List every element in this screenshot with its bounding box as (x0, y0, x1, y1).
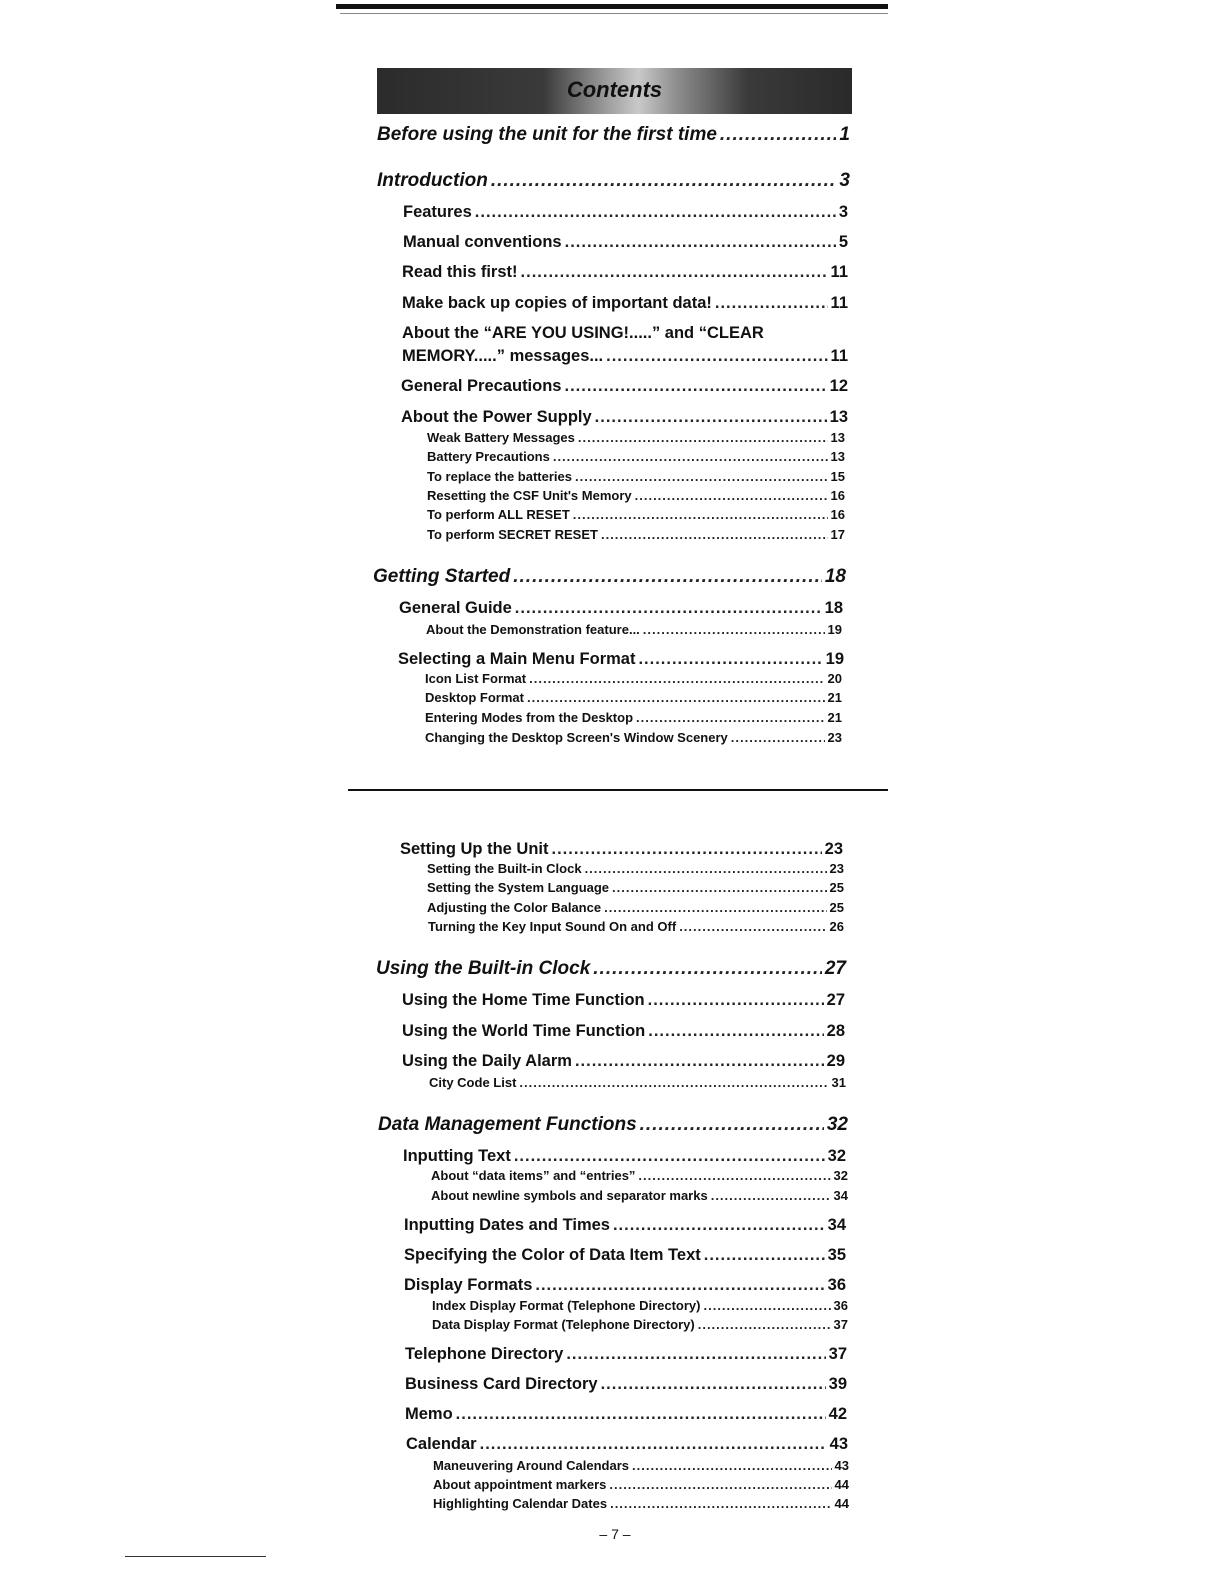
toc-entry-page: 13 (829, 408, 848, 426)
toc-subsection (429, 1075, 846, 1090)
dot-leader (679, 919, 826, 934)
toc-section (400, 840, 843, 859)
dot-leader (529, 671, 824, 686)
toc-section (403, 203, 848, 222)
toc-entry-title: Business Card Directory (405, 1375, 598, 1393)
toc-entry-title: Changing the Desktop Screen's Window Scenery (425, 730, 728, 745)
dot-leader (612, 880, 826, 895)
toc-entry-title: Calendar (406, 1435, 477, 1453)
dot-leader (601, 1375, 826, 1394)
toc-entry-page: 43 (834, 1458, 849, 1473)
toc-entry-page: 13 (830, 430, 845, 445)
toc-section (403, 233, 848, 252)
dot-leader (711, 1188, 831, 1203)
dot-leader (551, 840, 821, 859)
toc-entry-page: 17 (830, 527, 845, 542)
toc-entry-page: 32 (826, 1114, 848, 1135)
toc-entry-page: 43 (829, 1435, 848, 1453)
toc-entry-page: 42 (828, 1405, 847, 1423)
toc-entry-title: Specifying the Color of Data Item Text (404, 1246, 701, 1264)
toc-entry-page: 29 (826, 1052, 845, 1070)
dot-leader (636, 710, 825, 725)
toc-section (406, 1435, 848, 1454)
toc-entry-title: To replace the batteries (427, 469, 572, 484)
toc-subsection (432, 1298, 848, 1313)
toc-entry-page: 21 (827, 710, 842, 725)
toc-entry-title: About the “ARE YOU USING!.....” and “CLEAR (402, 324, 764, 342)
dot-leader (638, 1168, 830, 1183)
toc-entry-page: 23 (829, 861, 844, 876)
toc-entry-title: Memo (405, 1405, 453, 1423)
toc-entry-page: 25 (829, 880, 844, 895)
toc-subsection (427, 449, 845, 464)
toc-entry-title: Resetting the CSF Unit's Memory (427, 488, 632, 503)
toc-subsection (427, 469, 845, 484)
dot-leader (704, 1246, 825, 1265)
toc-entry-page: 21 (827, 690, 842, 705)
dot-leader (480, 1435, 827, 1454)
toc-section (405, 1345, 847, 1364)
toc-section (404, 1216, 846, 1235)
toc-subsection (425, 690, 842, 705)
toc-entry-page: 23 (827, 730, 842, 745)
toc-entry-page: 34 (833, 1188, 848, 1203)
toc-section (402, 294, 848, 313)
dot-leader (456, 1405, 826, 1424)
toc-entry-title: Introduction (377, 170, 488, 191)
toc-entry-title: To perform ALL RESET (427, 507, 570, 522)
toc-entry-page: 44 (834, 1477, 849, 1492)
toc-entry-page: 34 (827, 1216, 846, 1234)
toc-entry-page: 20 (827, 671, 842, 686)
toc-entry-page: 23 (824, 840, 843, 858)
toc-entry-title: Data Display Format (Telephone Directory) (432, 1317, 695, 1332)
dot-leader (638, 650, 822, 669)
dot-leader (575, 469, 828, 484)
dot-leader (731, 730, 825, 745)
toc-entry-page: 25 (829, 900, 844, 915)
toc-entry-page: 16 (830, 488, 845, 503)
section-divider (348, 789, 888, 791)
contents-title: Contents (566, 77, 663, 102)
toc-entry-title: Data Management Functions (378, 1114, 637, 1135)
toc-entry-title: About newline symbols and separator marks (431, 1188, 708, 1203)
dot-leader (491, 170, 837, 192)
toc-entry-title: To perform SECRET RESET (427, 527, 598, 542)
toc-entry-page: 27 (824, 958, 846, 979)
toc-entry-title: About the Power Supply (401, 408, 592, 426)
toc-entry-title: Getting Started (373, 566, 511, 587)
toc-entry-page: 31 (831, 1075, 846, 1090)
toc-subsection (425, 671, 842, 686)
toc-chapter (378, 1114, 848, 1136)
toc-section (403, 1147, 846, 1166)
toc-entry-page: 11 (830, 347, 848, 365)
footer-rule (125, 1556, 266, 1557)
toc-subsection (425, 710, 842, 725)
dot-leader (632, 1458, 832, 1473)
toc-entry-title: Desktop Format (425, 690, 524, 705)
toc-entry-title: Icon List Format (425, 671, 527, 686)
toc-entry-page: 36 (827, 1276, 846, 1294)
toc-entry-title: Using the World Time Function (402, 1022, 646, 1040)
toc-entry-title: Display Formats (404, 1276, 533, 1294)
toc-entry-title: Setting Up the Unit (400, 840, 549, 858)
dot-leader (519, 1075, 828, 1090)
toc-entry-title: Telephone Directory (405, 1345, 564, 1363)
dot-leader (595, 408, 827, 427)
dot-leader (601, 527, 828, 542)
toc-entry-title: Inputting Dates and Times (404, 1216, 610, 1234)
toc-chapter (376, 958, 846, 980)
toc-subsection (433, 1496, 849, 1511)
dot-leader (566, 1345, 825, 1364)
dot-leader (535, 1276, 824, 1295)
page-number: – 7 – (599, 1526, 631, 1542)
dot-leader (515, 599, 822, 618)
toc-entry-page: 19 (827, 622, 842, 637)
dot-leader (521, 263, 828, 282)
toc-entry-page: 1 (839, 124, 850, 145)
toc-subsection (427, 488, 845, 503)
dot-leader (513, 566, 822, 588)
dot-leader (613, 1216, 825, 1235)
toc-subsection (433, 1477, 849, 1492)
toc-subsection (425, 730, 842, 745)
dot-leader (527, 690, 825, 705)
toc-entry-page: 32 (827, 1147, 846, 1165)
dot-leader (573, 507, 828, 522)
toc-entry-page: 18 (824, 599, 843, 617)
toc-entry-title: General Guide (399, 599, 512, 617)
toc-entry-title: Before using the unit for the first time (377, 124, 717, 145)
toc-entry-title: Entering Modes from the Desktop (425, 710, 634, 725)
dot-leader (610, 1496, 831, 1511)
toc-chapter (377, 170, 850, 192)
toc-entry-page: 3 (839, 170, 850, 191)
toc-entry-page: 35 (827, 1246, 846, 1264)
toc-section (399, 599, 843, 618)
dot-leader (715, 294, 828, 313)
toc-entry-title: Inputting Text (403, 1147, 511, 1165)
dot-leader (648, 991, 824, 1010)
toc-section (402, 324, 848, 343)
dot-leader (604, 900, 826, 915)
toc-entry-page: 37 (833, 1317, 848, 1332)
toc-section (401, 377, 848, 396)
toc-entry-page: 12 (829, 377, 848, 395)
toc-entry-title: Make back up copies of important data! (402, 294, 712, 312)
toc-section (405, 1405, 847, 1424)
toc-section (401, 408, 848, 427)
dot-leader (648, 1022, 823, 1041)
toc-entry-title: Setting the Built-in Clock (427, 861, 582, 876)
toc-entry-page: 32 (833, 1168, 848, 1183)
toc-entry-page: 26 (829, 919, 844, 934)
top-rule-thin (340, 13, 888, 14)
toc-entry-page: 39 (828, 1375, 847, 1393)
toc-entry-title: Selecting a Main Menu Format (398, 650, 636, 668)
toc-section (402, 991, 845, 1010)
dot-leader (609, 1477, 831, 1492)
contents-banner (377, 68, 852, 114)
toc-subsection (431, 1168, 848, 1183)
toc-entry-title: Setting the System Language (427, 880, 610, 895)
toc-subsection (427, 527, 845, 542)
toc-section (398, 650, 844, 669)
toc-section (402, 347, 848, 366)
toc-entry-title: About the Demonstration feature... (426, 622, 640, 637)
toc-entry-title: Using the Daily Alarm (402, 1052, 572, 1070)
toc-entry-page: 37 (828, 1345, 847, 1363)
toc-entry-title: Maneuvering Around Calendars (433, 1458, 629, 1473)
toc-section (402, 1022, 845, 1041)
dot-leader (643, 622, 825, 637)
toc-subsection (433, 1458, 849, 1473)
toc-subsection (427, 900, 844, 915)
dot-leader (585, 861, 827, 876)
dot-leader (635, 488, 828, 503)
toc-subsection (427, 507, 845, 522)
dot-leader (475, 203, 836, 222)
toc-entry-page: 44 (834, 1496, 849, 1511)
toc-subsection (427, 880, 844, 895)
toc-entry-title: Index Display Format (Telephone Directory) (432, 1298, 701, 1313)
toc-entry-page: 11 (830, 294, 848, 312)
top-rule (336, 4, 888, 9)
toc-entry-page: 28 (826, 1022, 845, 1040)
toc-subsection (431, 1188, 848, 1203)
dot-leader (703, 1298, 830, 1313)
toc-entry-title: Battery Precautions (427, 449, 550, 464)
toc-section (404, 1246, 846, 1265)
dot-leader (514, 1147, 825, 1166)
toc-entry-page: 16 (830, 507, 845, 522)
toc-entry-page: 3 (838, 203, 848, 221)
toc-subsection (426, 622, 842, 637)
dot-leader (578, 430, 828, 445)
toc-entry-page: 11 (830, 263, 848, 281)
toc-section (402, 263, 848, 282)
toc-chapter (377, 124, 850, 146)
toc-entry-title: Read this first! (402, 263, 518, 281)
toc-subsection (427, 430, 845, 445)
toc-entry-title: About appointment markers (433, 1477, 607, 1492)
toc-entry-title: Weak Battery Messages (427, 430, 575, 445)
toc-chapter (373, 566, 846, 588)
toc-entry-page: 36 (833, 1298, 848, 1313)
dot-leader (606, 347, 827, 366)
toc-entry-title: About “data items” and “entries” (431, 1168, 636, 1183)
toc-entry-title: Using the Built-in Clock (376, 958, 591, 979)
dot-leader (593, 958, 822, 980)
toc-entry-page: 13 (830, 449, 845, 464)
dot-leader (640, 1114, 824, 1136)
toc-subsection (427, 861, 844, 876)
toc-entry-title: MEMORY.....” messages... (402, 347, 604, 365)
toc-section (405, 1375, 847, 1394)
toc-entry-title: General Precautions (401, 377, 562, 395)
toc-entry-page: 5 (838, 233, 848, 251)
toc-section (404, 1276, 846, 1295)
toc-entry-title: Manual conventions (403, 233, 562, 251)
toc-section (402, 1052, 845, 1071)
dot-leader (564, 377, 826, 396)
toc-entry-page: 19 (825, 650, 844, 668)
dot-leader (575, 1052, 824, 1071)
toc-entry-title: Using the Home Time Function (402, 991, 645, 1009)
toc-subsection (432, 1317, 848, 1332)
toc-entry-page: 15 (830, 469, 845, 484)
toc-entry-title: Adjusting the Color Balance (427, 900, 602, 915)
toc-entry-title: City Code List (429, 1075, 517, 1090)
toc-entry-title: Highlighting Calendar Dates (433, 1496, 608, 1511)
dot-leader (565, 233, 836, 252)
toc-entry-page: 27 (826, 991, 845, 1009)
toc-entry-page: 18 (824, 566, 846, 587)
toc-entry-title: Features (403, 203, 472, 221)
toc-subsection (428, 919, 844, 934)
toc-entry-title: Turning the Key Input Sound On and Off (428, 919, 677, 934)
dot-leader (720, 124, 837, 146)
dot-leader (698, 1317, 831, 1332)
dot-leader (553, 449, 828, 464)
